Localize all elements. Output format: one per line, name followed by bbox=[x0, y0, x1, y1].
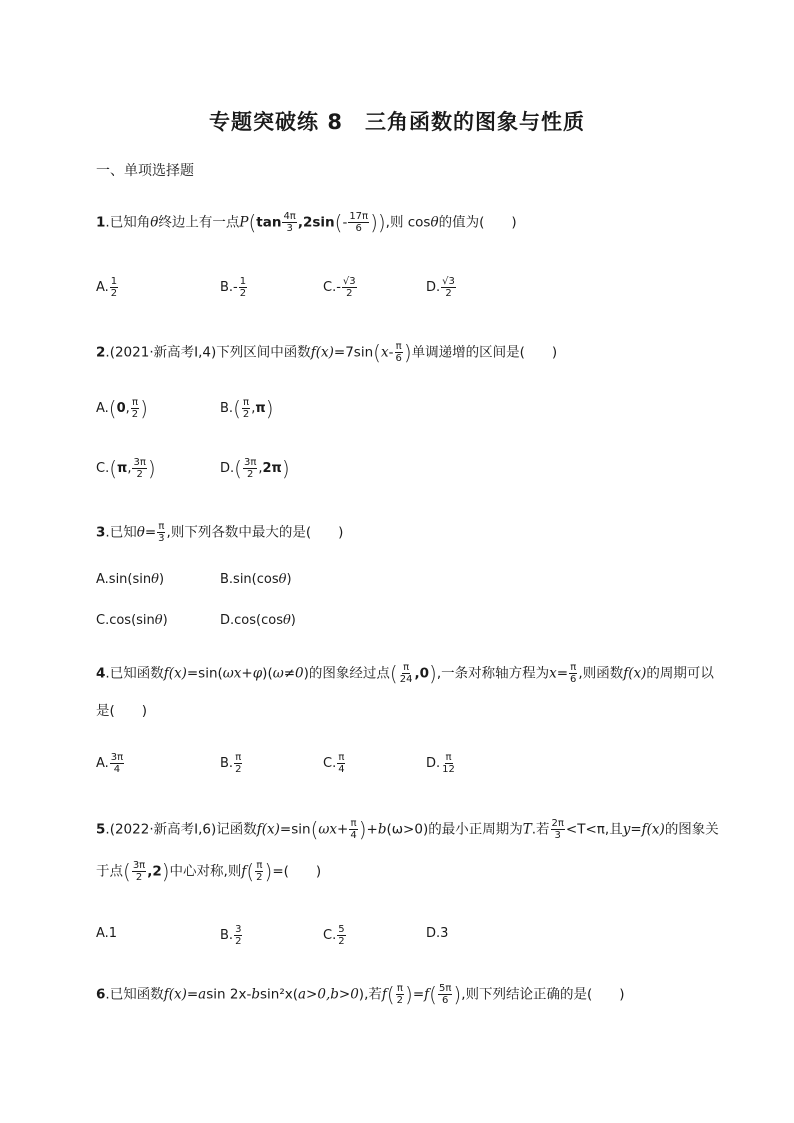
option-d[interactable]: D. $\frac{√3}{2}$ bbox=[426, 276, 455, 299]
question-4-line-2: 是( ) bbox=[96, 703, 148, 719]
option-d[interactable]: D.( $\frac{3\pi}{2}$ ,2π) bbox=[220, 456, 290, 481]
fraction: $\frac{\pi}{2}$ bbox=[396, 983, 404, 1006]
question-number: 5 bbox=[96, 821, 106, 838]
option-a[interactable]: A.sin(sinθ) bbox=[96, 572, 165, 587]
option-a[interactable]: A.1 bbox=[96, 926, 118, 941]
fraction: $\frac{17\pi}{6}$ bbox=[349, 211, 369, 234]
question-5: 5.(2022·新高考Ⅰ,6)记函数f(x)=sin(ωx+ $\frac{\pi}{4}$ )+b(ω>0)的最小正周期为T.若 $\frac{2\pi}{3}$ <T<π,且y=f(x)的图象关 bbox=[96, 817, 719, 842]
option-c[interactable]: C.cos(sinθ) bbox=[96, 613, 168, 628]
fraction: $\frac{\pi}{6}$ bbox=[570, 662, 577, 685]
option-c[interactable]: C. $\frac{\pi}{4}$ bbox=[323, 752, 345, 775]
question-6: 6.已知函数f(x)=asin 2x-bsin²x(a>0,b>0),若f( $\frac{\pi}{2}$ )=f( $\frac{5\pi}{6}$ ),则下列结论正确的是( ) bbox=[96, 982, 625, 1007]
question-number: 6 bbox=[96, 986, 106, 1003]
fraction: $\frac{3\pi}{2}$ bbox=[132, 860, 146, 883]
option-a[interactable]: A. $\frac{1}{2}$ bbox=[96, 276, 118, 299]
option-c[interactable]: C.(π, $\frac{3\pi}{2}$ ) bbox=[96, 456, 156, 481]
question-5-line-2: 于点( $\frac{3\pi}{2}$ ,2)中心对称,则f( $\frac{\pi}{2}$ )=( ) bbox=[96, 859, 322, 884]
option-d[interactable]: D.3 bbox=[426, 926, 449, 941]
question-3: 3.已知θ= $\frac{\pi}{3}$ ,则下列各数中最大的是( ) bbox=[96, 521, 344, 544]
section-heading: 一、单项选择题 bbox=[96, 163, 194, 179]
option-c[interactable]: C.- $\frac{√3}{2}$ bbox=[323, 276, 356, 299]
fraction: $\frac{4\pi}{3}$ bbox=[283, 211, 296, 234]
question-1: 1.已知角θ终边上有一点P(tan $\frac{4\pi}{3}$ ,2sin(- $\frac{17\pi}{6}$ )),则 cosθ的值为( ) bbox=[96, 210, 517, 235]
page-title: 专题突破练 8 三角函数的图象与性质 bbox=[209, 110, 585, 134]
fraction: $\frac{\pi}{24}$ bbox=[399, 662, 413, 685]
question-number: 1 bbox=[96, 214, 106, 231]
fraction: $\frac{\pi}{3}$ bbox=[158, 521, 165, 544]
option-b[interactable]: B. $\frac{\pi}{2}$ bbox=[220, 752, 242, 775]
fraction: $\frac{\pi}{2}$ bbox=[256, 860, 263, 883]
option-d[interactable]: D. $\frac{\pi}{12}$ bbox=[426, 752, 455, 775]
option-b[interactable]: B.( $\frac{\pi}{2}$ ,π) bbox=[220, 396, 274, 421]
fraction: $\frac{\pi}{6}$ bbox=[395, 341, 402, 364]
question-number: 3 bbox=[96, 524, 106, 541]
option-b[interactable]: B.sin(cosθ) bbox=[220, 572, 292, 587]
question-2: 2.(2021·新高考Ⅰ,4)下列区间中函数f(x)=7sin(x- $\frac{\pi}{6}$ )单调递增的区间是( ) bbox=[96, 340, 558, 365]
option-b[interactable]: B.- $\frac{1}{2}$ bbox=[220, 276, 247, 299]
question-number: 4 bbox=[96, 665, 106, 682]
option-a[interactable]: A.(0, $\frac{\pi}{2}$ ) bbox=[96, 396, 148, 421]
question-number: 2 bbox=[96, 344, 106, 361]
option-a[interactable]: A. $\frac{3\pi}{4}$ bbox=[96, 752, 124, 775]
fraction: $\frac{2\pi}{3}$ bbox=[551, 818, 564, 841]
fraction: $\frac{5\pi}{6}$ bbox=[438, 983, 452, 1006]
fraction: $\frac{\pi}{4}$ bbox=[350, 818, 357, 841]
option-b[interactable]: B. $\frac{3}{2}$ bbox=[220, 924, 242, 947]
option-c[interactable]: C. $\frac{5}{2}$ bbox=[323, 924, 345, 947]
option-d[interactable]: D.cos(cosθ) bbox=[220, 613, 296, 628]
question-4: 4.已知函数f(x)=sin(ωx+φ)(ω≠0)的图象经过点( $\frac{\pi}{24}$ ,0),一条对称轴方程为x= $\frac{\pi}{6}$ ,则函数f(x)的周期可以 bbox=[96, 661, 714, 686]
